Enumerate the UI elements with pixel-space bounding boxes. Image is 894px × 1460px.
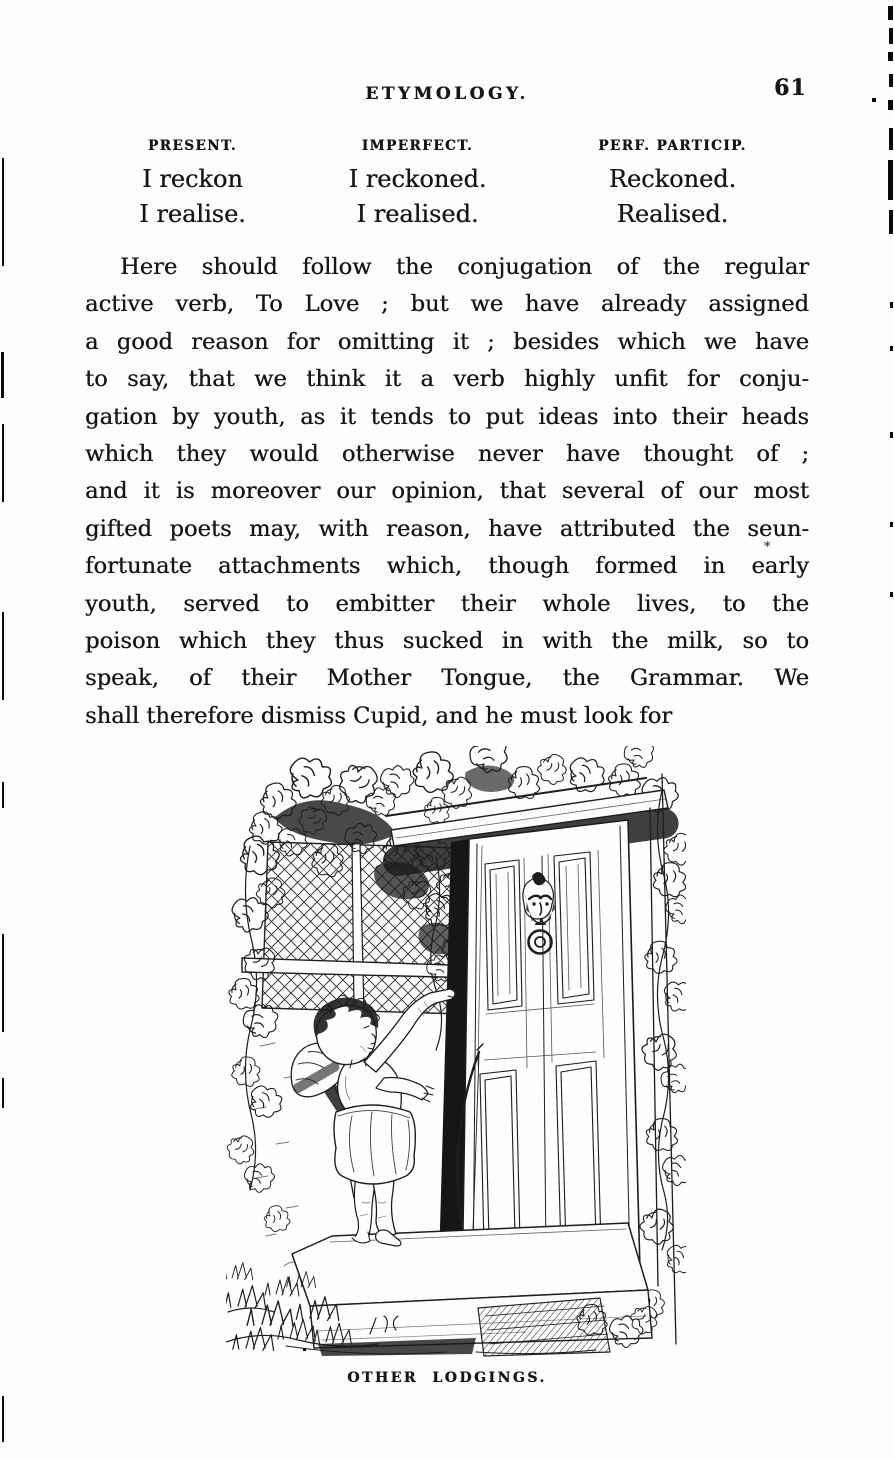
print-flaw-mark: * <box>764 540 771 555</box>
paragraph-line: and it is moreover our opinion, that several of our most <box>85 478 809 505</box>
scan-artifact <box>2 424 4 502</box>
page-number: 61 <box>774 75 807 101</box>
cottage-door <box>462 820 640 1292</box>
paragraph-line: Here should follow the conjugation of the regular <box>120 254 809 280</box>
cell-participle-reckoned: Reckoned. <box>608 165 737 193</box>
running-title: ETYMOLOGY. <box>365 84 529 104</box>
cell-present-realise: I realise. <box>139 200 246 228</box>
table-row <box>85 162 810 197</box>
scan-artifact <box>890 346 893 351</box>
scan-artifact <box>889 128 893 150</box>
illustration-caption: OTHER LODGINGS. <box>347 1370 547 1386</box>
scan-artifact <box>2 782 4 808</box>
waist-cloth <box>334 1105 415 1184</box>
column-header-imperfect: IMPERFECT. <box>361 138 474 154</box>
verb-table-header-row <box>85 138 810 162</box>
scan-artifact <box>2 1396 4 1442</box>
scan-artifact <box>889 210 893 234</box>
illustration-cupid-at-door <box>226 746 686 1360</box>
cell-imperfect-reckoned: I reckoned. <box>348 165 487 193</box>
column-header-present: PRESENT. <box>147 138 238 154</box>
table-row <box>85 197 810 232</box>
legs <box>352 1176 401 1246</box>
paragraph-line: gation by youth, as it tends to put ideas into their heads <box>85 403 809 430</box>
scan-artifact <box>890 592 893 597</box>
scan-artifact <box>2 158 4 266</box>
scan-artifact <box>1 352 4 398</box>
scan-artifact <box>888 160 893 200</box>
scan-artifact <box>889 28 893 44</box>
scan-artifact <box>889 74 893 87</box>
paragraph-line: to say, that we think it a verb highly unfit for conju- <box>85 366 809 393</box>
paragraph-line: fortunate attachments which, though formed in early <box>85 553 809 580</box>
paragraph-line: poison which they thus sucked in with the milk, so to <box>85 628 809 655</box>
cell-present-reckon: I reckon <box>142 165 243 193</box>
paragraph-line: speak, of their Mother Tongue, the Grammar. We <box>85 665 809 692</box>
scan-artifact <box>890 302 893 308</box>
scan-artifact <box>2 612 4 700</box>
scan-artifact <box>2 1078 4 1108</box>
scan-artifact <box>888 100 893 110</box>
scan-artifact <box>872 98 876 102</box>
body-paragraph <box>85 249 809 735</box>
paragraph-line: gifted poets may, with reason, have attributed the seun- <box>85 515 809 542</box>
cell-imperfect-realised: I realised. <box>356 200 479 228</box>
scan-artifact <box>888 52 893 61</box>
paragraph-line: shall therefore dismiss Cupid, and he must look for <box>85 702 673 729</box>
scan-artifact <box>890 522 893 527</box>
cell-participle-realised: Realised. <box>616 200 729 228</box>
verb-table <box>85 138 810 232</box>
cupid-figure <box>291 989 458 1246</box>
scan-artifact <box>890 432 893 438</box>
scan-artifact <box>2 934 4 1032</box>
paragraph-line: active verb, To Love ; but we have already assigned <box>85 291 809 318</box>
paragraph-line: which they would otherwise never have thought of ; <box>85 441 809 468</box>
column-header-perf-particip: PERF. PARTICIP. <box>598 138 747 154</box>
scan-artifact <box>888 6 893 20</box>
scan-artifact <box>303 1348 306 1351</box>
paragraph-line: a good reason for omitting it ; besides which we have <box>85 328 809 355</box>
paragraph-line: youth, served to embitter their whole lives, to the <box>85 590 809 617</box>
